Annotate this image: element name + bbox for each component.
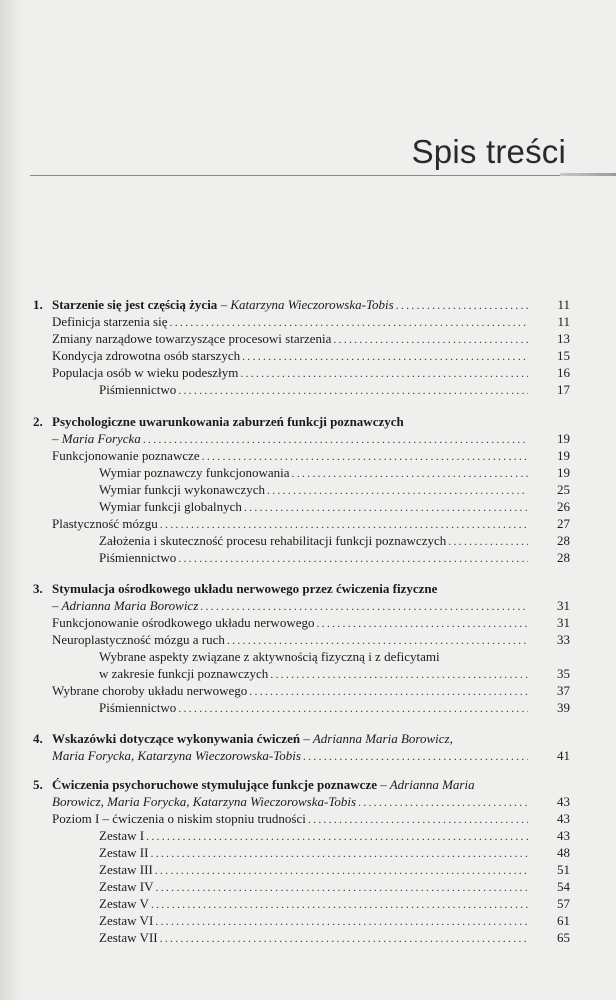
page-title: Spis treści <box>411 133 566 170</box>
chapter-number: 3. <box>33 581 43 596</box>
toc-subentry[interactable] <box>99 827 570 844</box>
entry-label: Poziom I – ćwiczenia o niskim stopniu trudności <box>52 811 306 826</box>
page-number: 27 <box>557 516 570 531</box>
leader-dots <box>249 683 528 700</box>
entry-label: Zmiany narządowe towarzyszące procesowi starzenia <box>52 331 332 346</box>
leader-dots <box>240 365 528 382</box>
toc-entry[interactable] <box>52 682 570 699</box>
toc-entry[interactable] <box>52 364 570 381</box>
toc-subentry[interactable] <box>99 498 570 515</box>
page-number: 37 <box>557 683 570 698</box>
entry-label: Wybrane aspekty związane z aktywnością fizyczną i z deficytami <box>99 649 440 664</box>
leader-dots <box>303 748 528 765</box>
page-number: 25 <box>557 482 570 497</box>
chapter-number: 5. <box>33 777 43 792</box>
toc-chapter-3[interactable] <box>33 580 528 597</box>
entry-label: Populacja osób w wieku podeszłym <box>52 365 239 380</box>
page-number: 28 <box>557 550 570 565</box>
entry-label: Wymiar funkcji wykonawczych <box>99 482 265 497</box>
toc-subentry[interactable] <box>99 844 570 861</box>
page-number: 48 <box>557 845 570 860</box>
toc-chapter-5-authors[interactable] <box>52 793 570 810</box>
chapter-title: Psychologiczne uwarunkowania zaburzeń funkcji poznawczych <box>52 414 404 429</box>
entry-label: Zestaw VII <box>99 930 158 945</box>
entry-label: Zestaw IV <box>99 879 154 894</box>
toc-entry[interactable] <box>52 810 570 827</box>
chapter-authors: Maria Forycka, Katarzyna Wieczorowska-Tobis <box>52 748 301 763</box>
toc-subentry[interactable] <box>99 861 570 878</box>
page-number: 35 <box>557 666 570 681</box>
chapter-number: 1. <box>33 297 43 312</box>
page-number: 43 <box>557 828 570 843</box>
chapter-title: Stymulacja ośrodkowego układu nerwowego przez ćwiczenia fizyczne <box>52 581 438 596</box>
page-number: 61 <box>557 913 570 928</box>
leader-dots <box>150 845 528 862</box>
page-number: 54 <box>557 879 570 894</box>
entry-label: Funkcjonowanie poznawcze <box>52 448 200 463</box>
toc-entry[interactable] <box>52 631 570 648</box>
leader-dots <box>178 700 528 717</box>
leader-dots <box>200 598 528 615</box>
leader-dots <box>270 666 528 683</box>
toc-entry[interactable] <box>52 614 570 631</box>
entry-label: Piśmiennictwo <box>99 550 177 565</box>
leader-dots <box>151 896 528 913</box>
chapter-authors: – Adrianna Maria Borowicz <box>52 598 199 613</box>
leader-dots <box>170 314 529 331</box>
page-number: 31 <box>557 615 570 630</box>
toc-subentry[interactable] <box>99 929 570 946</box>
leader-dots <box>333 331 528 348</box>
entry-label: Kondycja zdrowotna osób starszych <box>52 348 241 363</box>
leader-dots <box>202 448 528 465</box>
chapter-title: Wskazówki dotyczące wykonywania ćwiczeń <box>52 731 301 746</box>
page-number: 19 <box>557 448 570 463</box>
page-number: 15 <box>557 348 570 363</box>
toc-subentry[interactable] <box>99 381 570 398</box>
entry-label: Założenia i skuteczność procesu rehabilitacji funkcji poznawczych <box>99 533 447 548</box>
leader-dots <box>292 465 528 482</box>
page-number: 31 <box>557 598 570 613</box>
toc-subentry[interactable] <box>99 912 570 929</box>
entry-label: Wybrane choroby układu nerwowego <box>52 683 248 698</box>
entry-label: Piśmiennictwo <box>99 382 177 397</box>
toc-chapter-4-authors[interactable] <box>52 747 570 764</box>
page-number: 41 <box>557 748 570 763</box>
chapter-title: Ćwiczenia psychoruchowe stymulujące funkcje poznawcze <box>52 777 377 792</box>
page-number: 11 <box>557 297 570 312</box>
leader-dots <box>178 550 528 567</box>
toc-entry[interactable] <box>52 313 570 330</box>
page-number: 19 <box>557 465 570 480</box>
toc-entry[interactable] <box>52 347 570 364</box>
page-number: 17 <box>557 382 570 397</box>
entry-label: Zestaw V <box>99 896 149 911</box>
leader-dots <box>227 632 528 649</box>
leader-dots <box>358 794 528 811</box>
page-number: 11 <box>557 314 570 329</box>
leader-dots <box>160 516 528 533</box>
toc-subentry-continued[interactable] <box>99 665 570 682</box>
entry-label: Definicja starzenia się <box>52 314 168 329</box>
toc-chapter-2[interactable] <box>33 413 528 430</box>
entry-label: Funkcjonowanie ośrodkowego układu nerwowego <box>52 615 315 630</box>
entry-label: w zakresie funkcji poznawczych <box>99 666 269 681</box>
toc-chapter-5[interactable] <box>33 776 528 793</box>
leader-dots <box>155 913 528 930</box>
leader-dots <box>316 615 528 632</box>
toc-chapter-4[interactable] <box>33 730 528 747</box>
entry-label: Wymiar poznawczy funkcjonowania <box>99 465 290 480</box>
entry-label: Zestaw I <box>99 828 145 843</box>
leader-dots <box>396 297 528 314</box>
chapter-authors: Borowicz, Maria Forycka, Katarzyna Wieczorowska-Tobis <box>52 794 357 809</box>
chapter-authors: – Adrianna Maria <box>380 777 475 792</box>
toc-subentry[interactable] <box>99 532 570 549</box>
page-number: 43 <box>557 811 570 826</box>
entry-label: Neuroplastyczność mózgu a ruch <box>52 632 225 647</box>
toc-entry[interactable] <box>52 330 570 347</box>
page-number: 33 <box>557 632 570 647</box>
leader-dots <box>160 930 528 947</box>
toc-subentry[interactable] <box>99 549 570 566</box>
toc-subentry[interactable] <box>99 481 570 498</box>
entry-label: Zestaw VI <box>99 913 154 928</box>
page-number: 26 <box>557 499 570 514</box>
page-number: 51 <box>557 862 570 877</box>
chapter-number: 2. <box>33 414 43 429</box>
page-number: 57 <box>557 896 570 911</box>
chapter-authors: – Katarzyna Wieczorowska-Tobis <box>220 297 394 312</box>
chapter-title: Starzenie się jest częścią życia <box>52 297 218 312</box>
page-number: 19 <box>557 431 570 446</box>
toc-subentry[interactable] <box>99 895 570 912</box>
chapter-number: 4. <box>33 731 43 746</box>
leader-dots <box>178 382 528 399</box>
page-number: 39 <box>557 700 570 715</box>
leader-dots <box>308 811 528 828</box>
leader-dots <box>155 862 528 879</box>
entry-label: Wymiar funkcji globalnych <box>99 499 242 514</box>
leader-dots <box>146 828 528 845</box>
page-number: 16 <box>557 365 570 380</box>
toc-subentry[interactable] <box>99 699 570 716</box>
page-number: 13 <box>557 331 570 346</box>
page-number: 43 <box>557 794 570 809</box>
chapter-authors: – Adrianna Maria Borowicz, <box>303 731 453 746</box>
leader-dots <box>156 879 528 896</box>
entry-label: Zestaw II <box>99 845 149 860</box>
entry-label: Plastyczność mózgu <box>52 516 158 531</box>
toc-subentry[interactable] <box>99 648 528 665</box>
toc-subentry[interactable] <box>99 878 570 895</box>
chapter-authors: – Maria Forycka <box>52 431 141 446</box>
leader-dots <box>244 499 528 516</box>
toc-chapter-3-authors[interactable] <box>52 597 570 614</box>
leader-dots <box>143 431 528 448</box>
toc-entry[interactable] <box>52 447 570 464</box>
leader-dots <box>448 533 528 550</box>
page-number: 65 <box>557 930 570 945</box>
entry-label: Piśmiennictwo <box>99 700 177 715</box>
toc-entry[interactable] <box>52 515 570 532</box>
leader-dots <box>242 348 528 365</box>
toc-chapter-2-authors[interactable] <box>52 430 570 447</box>
page-number: 28 <box>557 533 570 548</box>
leader-dots <box>267 482 528 499</box>
toc-subentry[interactable] <box>99 464 570 481</box>
toc-chapter-1[interactable] <box>33 296 570 313</box>
entry-label: Zestaw III <box>99 862 153 877</box>
